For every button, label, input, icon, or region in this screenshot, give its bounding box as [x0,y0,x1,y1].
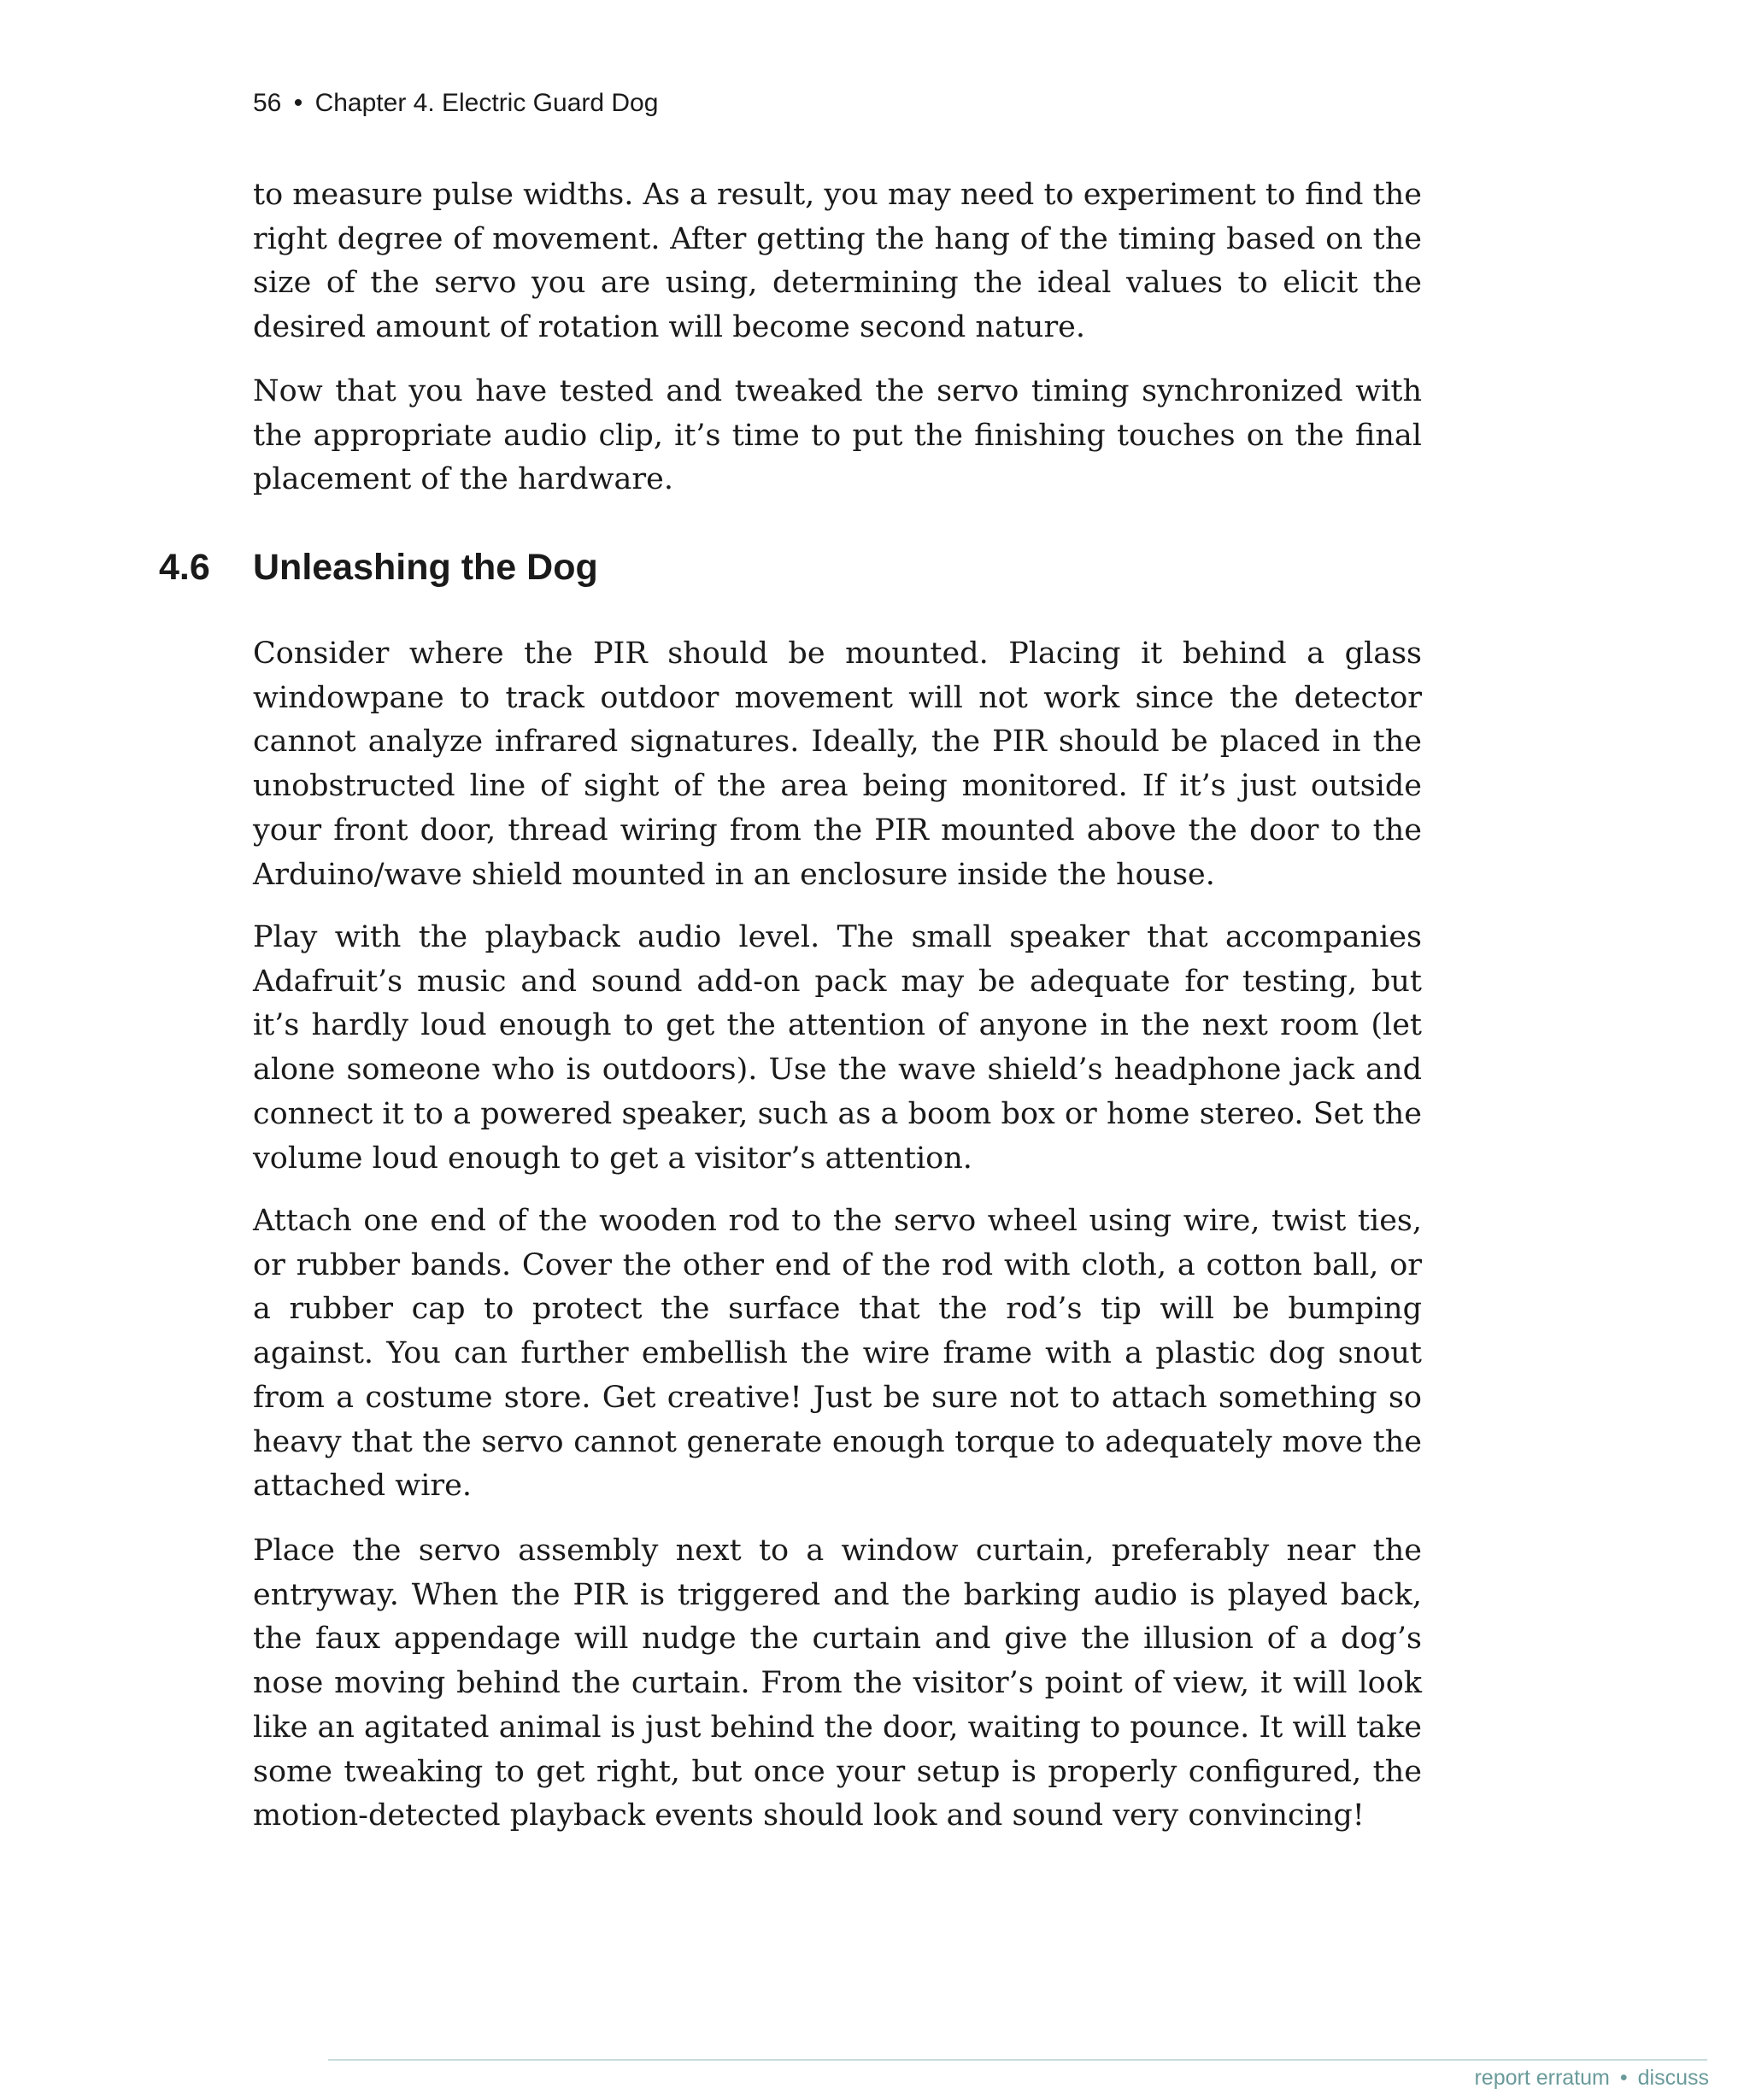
section-heading [159,547,598,589]
header-bullet: • [293,89,303,117]
chapter-title: Chapter 4. Electric Guard Dog [314,89,659,117]
discuss-link[interactable]: discuss [1637,2066,1709,2090]
paragraph-pir-mounting: Consider where the PIR should be mounted. Placing it behind a glass windowpane to track outdoor movement will not work since the detector cannot analyze infrared signatures. Ideally, the PIR should be placed in the unobstructed line of sight of the area being monitored. If it’s just outside your front door, thread wiring from the PIR mounted above the door to the Arduino/wave shield mounted in an enclosure inside the house. [253,636,1422,892]
page-number: 56 [253,89,282,117]
report-erratum-link[interactable]: report erratum [1474,2066,1610,2090]
footer-divider [328,2059,1707,2061]
paragraph-pulse-widths: to measure pulse widths. As a result, you may need to experiment to find the right degree of movement. After getting the hang of the timing based on the size of the servo you are using, determining the ideal values to elicit the desired amount of rotation will become second nature. [253,178,1422,345]
footer-links [1474,2066,1709,2091]
paragraph-wooden-rod: Attach one end of the wooden rod to the servo wheel using wire, twist ties, or rubber bands. Cover the other end of the rod with cloth, a cotton ball, or a rubber cap to protect the surface that the rod’s tip will be bumping against. You can further embellish the wire frame with a plastic dog snout from a costume store. Get creative! Just be sure not to attach something so heavy that the servo cannot generate enough torque to adequately move the attached wire. [253,1204,1422,1504]
footer-separator: • [1619,2066,1628,2090]
running-head [253,89,658,118]
paragraph-servo-assembly: Place the servo assembly next to a window curtain, preferably near the entryway. When the PIR is triggered and the barking audio is played back, the faux appendage will nudge the curtain and give the illusion of a dog’s nose moving behind the curtain. From the visitor’s point of view, it will look like an agitated animal is just behind the door, waiting to pounce. It will take some tweaking to get right, but once your setup is properly configured, the motion-detected playback events should look and sound very convincing! [253,1534,1422,1833]
section-title: Unleashing the Dog [253,547,598,588]
section-number: 4.6 [159,547,210,588]
paragraph-finishing-touches: Now that you have tested and tweaked the servo timing synchronized with the appropriate audio clip, it’s time to put the finishing touches on the final placement of the hardware. [253,374,1422,497]
paragraph-audio-level: Play with the playback audio level. The small speaker that accompanies Adafruit’s music and sound add-on pack may be adequate for testing, but it’s hardly loud enough to get the attention of anyone in the next room (let alone someone who is outdoors). Use the wave shield’s headphone jack and connect it to a powered speaker, such as a boom box or home stereo. Set the volume loud enough to get a visitor’s attention. [253,920,1422,1176]
